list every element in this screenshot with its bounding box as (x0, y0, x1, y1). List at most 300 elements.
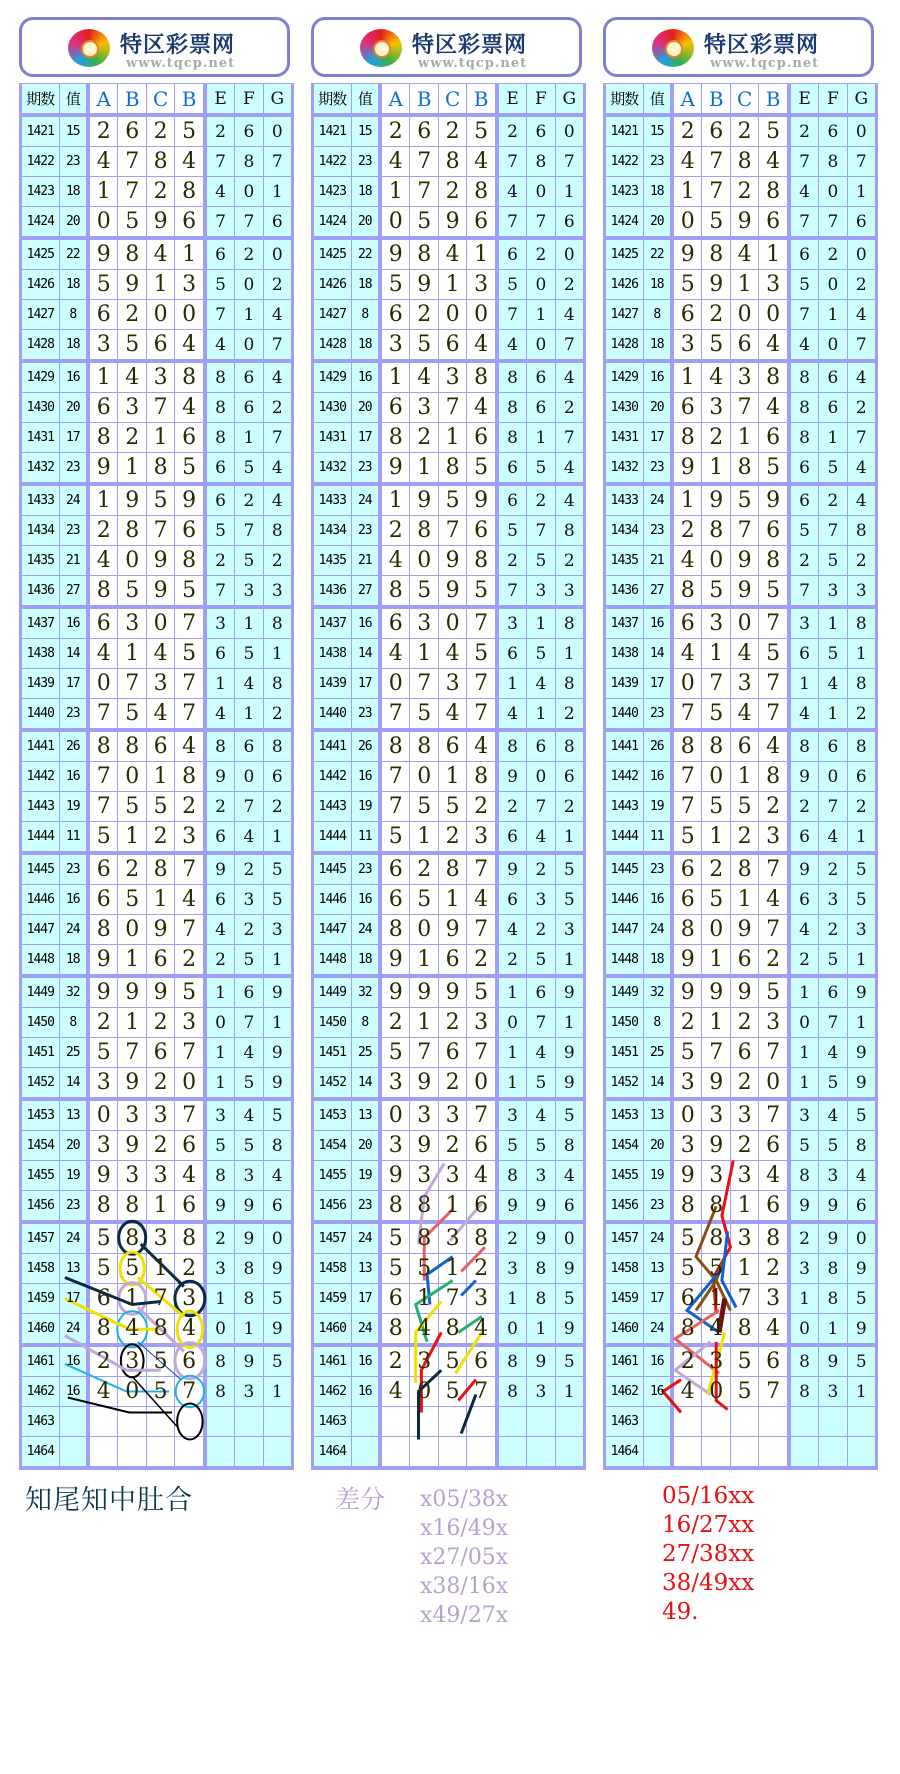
digit-cell-box (847, 270, 876, 300)
sum-cell: 24 (357, 1230, 372, 1246)
digit-cell-box (847, 330, 876, 362)
digit-cell-box (205, 792, 235, 822)
period-cell: 1429 (610, 369, 638, 385)
period-cell: 1436 (318, 582, 346, 598)
digit-cell-box (235, 1314, 263, 1346)
digit-cell-box (410, 423, 438, 453)
sum-cell: 16 (357, 768, 372, 784)
digit-cell-box (847, 453, 876, 485)
period-cell: 1459 (318, 1290, 346, 1306)
digit-cell: 2 (153, 1009, 168, 1035)
period-cell-box (313, 1191, 352, 1223)
digit-cell-box (847, 1161, 876, 1191)
period-cell: 1438 (318, 645, 346, 661)
digit-cell-box (672, 207, 702, 239)
period-cell: 1462 (318, 1383, 346, 1399)
period-cell: 1437 (610, 615, 638, 631)
digit-cell-box (263, 885, 292, 915)
column-header-cell (235, 84, 263, 116)
digit-cell: 8 (563, 673, 575, 694)
digit-cell-box (819, 393, 847, 423)
digit-cell: 9 (153, 577, 168, 603)
digit-cell: 6 (388, 610, 403, 636)
period-cell: 1452 (26, 1074, 54, 1090)
digit-cell-box (235, 792, 263, 822)
digit-cell: 7 (507, 304, 518, 325)
column-header-cell (438, 84, 466, 116)
digit-cell: 4 (182, 331, 197, 357)
digit-cell-box (789, 1161, 819, 1191)
period-cell: 1462 (610, 1383, 638, 1399)
sum-cell-box (351, 546, 380, 576)
digit-cell: 6 (827, 397, 839, 418)
period-cell-box (21, 1008, 60, 1038)
period-cell-box (21, 1345, 60, 1377)
digit-cell-box (235, 1254, 263, 1284)
sum-cell-box (643, 393, 672, 423)
digit-cell-box (235, 1191, 263, 1223)
digit-cell: 8 (271, 736, 283, 757)
period-cell-box (313, 915, 352, 945)
table-row (605, 453, 877, 485)
digit-cell-box (702, 115, 730, 147)
digit-cell-box (702, 699, 730, 731)
digit-cell-box (759, 699, 789, 731)
digit-cell: 1 (827, 427, 839, 448)
digit-cell-box (730, 393, 758, 423)
sum-cell-box (59, 639, 88, 669)
period-cell-box (605, 1099, 644, 1131)
digit-cell: 6 (271, 1195, 283, 1216)
period-cell: 1436 (610, 582, 638, 598)
digit-cell: 1 (445, 424, 460, 450)
digit-cell: 1 (709, 946, 724, 972)
table-row (21, 115, 293, 147)
digit-cell: 2 (182, 946, 197, 972)
digit-cell-box (146, 1254, 174, 1284)
digit-cell: 3 (507, 1258, 518, 1279)
digit-cell-box (702, 484, 730, 516)
digit-cell-box (497, 1437, 527, 1469)
digit-cell-box (672, 669, 702, 699)
digit-cell: 8 (271, 613, 283, 634)
digit-cell: 2 (799, 949, 810, 970)
period-cell-box (21, 730, 60, 762)
digit-cell-box (410, 453, 438, 485)
digit-cell-box (467, 1068, 497, 1100)
digit-cell: 0 (535, 181, 547, 202)
digit-cell: 1 (388, 364, 403, 390)
digit-cell: 0 (182, 301, 197, 327)
digit-cell-box (847, 1222, 876, 1254)
digit-cell: 2 (388, 1009, 403, 1035)
digit-cell: 1 (563, 826, 575, 847)
column-header: C (445, 86, 461, 111)
lottery-table (311, 83, 586, 1470)
period-cell-box (21, 1222, 60, 1254)
logo-banner[interactable] (603, 17, 874, 77)
digit-cell-box (555, 300, 584, 330)
digit-cell-box (410, 361, 438, 393)
digit-cell: 5 (243, 1135, 255, 1156)
digit-cell-box (263, 762, 292, 792)
digit-cell: 5 (855, 1105, 867, 1126)
sum-cell: 16 (65, 768, 80, 784)
digit-cell: 1 (215, 1072, 226, 1093)
digit-cell-box (410, 1131, 438, 1161)
digit-cell-box (672, 1222, 702, 1254)
digit-cell: 4 (827, 673, 839, 694)
sum-cell: 19 (65, 798, 80, 814)
sum-cell-box (351, 1068, 380, 1100)
sum-cell-box (59, 699, 88, 731)
column-header: 期数 (318, 89, 347, 108)
digit-cell: 3 (417, 610, 432, 636)
digit-cell-box (789, 546, 819, 576)
digit-cell: 9 (680, 946, 695, 972)
digit-cell-box (88, 1284, 118, 1314)
digit-cell: 7 (153, 517, 168, 543)
period-cell-box (21, 762, 60, 792)
digit-cell-box (175, 1038, 205, 1068)
digit-cell-box (672, 1191, 702, 1223)
digit-cell: 4 (474, 886, 489, 912)
digit-cell: 8 (215, 1381, 226, 1402)
list-item: 05/16xx (662, 1483, 755, 1509)
table-row (313, 1191, 585, 1223)
digit-cell: 3 (799, 613, 810, 634)
digit-cell: 7 (563, 334, 575, 355)
digit-cell-box (380, 1345, 410, 1377)
digit-cell-box (759, 1131, 789, 1161)
header-row (21, 84, 293, 116)
digit-cell-box (819, 1377, 847, 1407)
digit-cell: 1 (827, 304, 839, 325)
digit-cell: 4 (680, 640, 695, 666)
digit-cell-box (672, 270, 702, 300)
digit-cell: 0 (243, 334, 255, 355)
digit-cell-box (789, 1254, 819, 1284)
digit-cell: 4 (271, 457, 283, 478)
digit-cell-box (819, 1345, 847, 1377)
sum-cell: 16 (649, 615, 664, 631)
list-item: 27/38xx (662, 1541, 755, 1567)
digit-cell-box (730, 792, 758, 822)
digit-cell: 5 (535, 949, 547, 970)
digit-cell-box (555, 1008, 584, 1038)
sum-cell: 8 (69, 306, 77, 322)
digit-cell-box (410, 1314, 438, 1346)
logo-banner[interactable] (311, 17, 582, 77)
sum-cell: 24 (65, 921, 80, 937)
digit-cell-box (847, 361, 876, 393)
sum-cell-box (351, 792, 380, 822)
digit-cell-box (847, 1068, 876, 1100)
digit-cell: 5 (799, 520, 810, 541)
digit-cell-box (263, 238, 292, 270)
digit-cell: 9 (680, 454, 695, 480)
digit-cell-box (555, 177, 584, 207)
digit-cell-box (410, 1008, 438, 1038)
digit-cell-box (118, 607, 146, 639)
digit-cell-box (118, 976, 146, 1008)
digit-cell-box (263, 730, 292, 762)
sum-cell: 8 (653, 306, 661, 322)
sum-cell: 26 (357, 738, 372, 754)
digit-cell-box (819, 639, 847, 669)
sum-cell: 24 (649, 1320, 664, 1336)
digit-cell-box (672, 607, 702, 639)
period-cell: 1429 (318, 369, 346, 385)
digit-cell-box (118, 115, 146, 147)
digit-cell-box (438, 792, 466, 822)
digit-cell: 4 (243, 1105, 255, 1126)
digit-cell: 7 (563, 151, 575, 172)
sum-cell-box (351, 1222, 380, 1254)
digit-cell-box (175, 546, 205, 576)
sum-cell-box (351, 238, 380, 270)
digit-cell-box (730, 300, 758, 330)
sum-cell: 16 (649, 1353, 664, 1369)
digit-cell: 8 (680, 1315, 695, 1341)
digit-cell-box (263, 1161, 292, 1191)
period-cell: 1442 (318, 768, 346, 784)
digit-cell: 9 (96, 979, 111, 1005)
digit-cell-box (205, 1038, 235, 1068)
table-row (21, 945, 293, 977)
digit-cell: 3 (766, 1009, 781, 1035)
table-row (605, 1254, 877, 1284)
digit-cell: 7 (827, 796, 839, 817)
digit-cell: 4 (855, 490, 867, 511)
digit-cell-box (235, 207, 263, 239)
digit-cell-box (527, 1377, 555, 1407)
digit-cell-box (88, 453, 118, 485)
table-row (605, 207, 877, 239)
digit-cell: 4 (535, 1105, 547, 1126)
digit-cell-box (146, 423, 174, 453)
digit-cell: 2 (417, 301, 432, 327)
digit-cell-box (789, 853, 819, 885)
digit-cell: 8 (855, 673, 867, 694)
digit-cell: 1 (388, 487, 403, 513)
sum-cell-box (59, 1161, 88, 1191)
table-row (21, 792, 293, 822)
digit-cell-box (235, 853, 263, 885)
digit-cell: 4 (96, 1378, 111, 1404)
digit-cell: 6 (737, 733, 752, 759)
digit-cell-box (555, 915, 584, 945)
digit-cell-box (205, 730, 235, 762)
digit-cell-box (118, 1008, 146, 1038)
digit-cell-box (847, 546, 876, 576)
digit-cell: 1 (271, 1381, 283, 1402)
digit-cell: 5 (125, 331, 140, 357)
period-cell: 1464 (610, 1443, 638, 1459)
digit-cell-box (527, 945, 555, 977)
digit-cell-box (759, 1191, 789, 1223)
sum-cell-box (59, 516, 88, 546)
table-row (605, 853, 877, 885)
digit-cell-box (467, 976, 497, 1008)
digit-cell: 4 (182, 733, 197, 759)
digit-cell: 5 (709, 331, 724, 357)
digit-cell: 7 (709, 1039, 724, 1065)
digit-cell: 3 (182, 1009, 197, 1035)
period-cell-box (605, 361, 644, 393)
digit-cell-box (789, 1131, 819, 1161)
digit-cell-box (118, 1377, 146, 1407)
sum-cell-box (351, 1345, 380, 1377)
digit-cell: 6 (215, 490, 226, 511)
digit-cell-box (175, 730, 205, 762)
digit-cell-box (235, 1131, 263, 1161)
digit-cell-box (235, 1377, 263, 1407)
digit-cell-box (380, 1437, 410, 1469)
digit-cell: 1 (182, 241, 197, 267)
digit-cell: 8 (125, 1192, 140, 1218)
period-cell: 1422 (318, 153, 346, 169)
digit-cell-box (847, 915, 876, 945)
digit-cell-box (118, 669, 146, 699)
digit-cell: 8 (737, 454, 752, 480)
digit-cell: 4 (563, 1165, 575, 1186)
period-cell-box (605, 546, 644, 576)
period-cell: 1452 (318, 1074, 346, 1090)
sum-cell-box (351, 1407, 380, 1437)
list-item: x49/27x (420, 1603, 509, 1628)
digit-cell-box (467, 699, 497, 731)
period-cell-box (605, 147, 644, 177)
digit-cell-box (789, 639, 819, 669)
digit-cell: 8 (709, 241, 724, 267)
table-row (605, 1314, 877, 1346)
digit-cell-box (146, 853, 174, 885)
period-cell: 1435 (610, 552, 638, 568)
digit-cell-box (672, 393, 702, 423)
period-cell: 1463 (26, 1413, 54, 1429)
digit-cell-box (146, 1008, 174, 1038)
digit-cell: 2 (563, 796, 575, 817)
digit-cell: 4 (680, 1378, 695, 1404)
period-cell-box (21, 1099, 60, 1131)
digit-cell: 5 (766, 979, 781, 1005)
digit-cell: 1 (827, 613, 839, 634)
sum-cell: 18 (357, 183, 372, 199)
digit-cell-box (175, 576, 205, 608)
digit-cell-box (527, 853, 555, 885)
digit-cell: 1 (445, 763, 460, 789)
digit-cell: 4 (855, 304, 867, 325)
sum-cell: 20 (65, 399, 80, 415)
period-cell: 1460 (26, 1320, 54, 1336)
period-cell: 1428 (26, 336, 54, 352)
digit-cell: 9 (96, 946, 111, 972)
sum-cell: 25 (65, 1044, 80, 1060)
digit-cell-box (497, 1038, 527, 1068)
digit-cell: 2 (243, 919, 255, 940)
digit-cell-box (118, 300, 146, 330)
digit-cell-box (438, 207, 466, 239)
digit-cell: 1 (96, 487, 111, 513)
digit-cell-box (438, 669, 466, 699)
column-header: G (270, 88, 285, 109)
period-cell-box (21, 792, 60, 822)
digit-cell: 7 (799, 211, 810, 232)
digit-cell: 4 (737, 640, 752, 666)
digit-cell: 6 (417, 118, 432, 144)
sum-cell: 17 (649, 1290, 664, 1306)
digit-cell-box (410, 822, 438, 854)
period-cell-box (21, 147, 60, 177)
digit-cell: 8 (737, 856, 752, 882)
digit-cell-box (672, 1008, 702, 1038)
period-cell-box (605, 1008, 644, 1038)
digit-cell-box (263, 516, 292, 546)
period-cell: 1454 (610, 1137, 638, 1153)
digit-cell: 5 (125, 886, 140, 912)
digit-cell: 5 (535, 1135, 547, 1156)
digit-cell: 0 (680, 1102, 695, 1128)
digit-cell: 1 (766, 241, 781, 267)
digit-cell-box (527, 453, 555, 485)
digit-cell-box (730, 1437, 758, 1469)
digit-cell-box (205, 516, 235, 546)
digit-cell: 2 (417, 856, 432, 882)
table-row (21, 1377, 293, 1407)
digit-cell-box (497, 453, 527, 485)
digit-cell: 7 (827, 1012, 839, 1033)
column-header-cell (88, 84, 118, 116)
sum-cell-box (351, 976, 380, 1008)
sum-cell-box (351, 147, 380, 177)
digit-cell-box (819, 147, 847, 177)
period-cell: 1445 (610, 861, 638, 877)
digit-cell: 0 (243, 274, 255, 295)
table-row (21, 885, 293, 915)
digit-cell-box (380, 1254, 410, 1284)
digit-cell: 8 (215, 427, 226, 448)
digit-cell: 6 (182, 1132, 197, 1158)
digit-cell-box (789, 300, 819, 330)
logo-banner[interactable] (19, 17, 290, 77)
digit-cell-box (759, 1377, 789, 1407)
digit-cell-box (759, 1068, 789, 1100)
digit-cell-box (730, 915, 758, 945)
digit-cell: 4 (474, 1162, 489, 1188)
column-header: E (506, 88, 519, 109)
period-cell-box (21, 1161, 60, 1191)
digit-cell: 2 (535, 490, 547, 511)
digit-cell: 5 (125, 1255, 140, 1281)
digit-cell: 6 (563, 1195, 575, 1216)
digit-cell: 7 (827, 520, 839, 541)
digit-cell: 1 (417, 640, 432, 666)
digit-cell: 7 (182, 1378, 197, 1404)
digit-cell-box (759, 361, 789, 393)
digit-cell-box (118, 699, 146, 731)
digit-cell: 4 (709, 364, 724, 390)
digit-cell: 7 (182, 700, 197, 726)
period-cell-box (21, 976, 60, 1008)
header-row (605, 84, 877, 116)
digit-cell: 8 (96, 733, 111, 759)
digit-cell-box (819, 1314, 847, 1346)
digit-cell-box (263, 822, 292, 854)
digit-cell-box (702, 147, 730, 177)
digit-cell-box (88, 516, 118, 546)
table-row (605, 576, 877, 608)
